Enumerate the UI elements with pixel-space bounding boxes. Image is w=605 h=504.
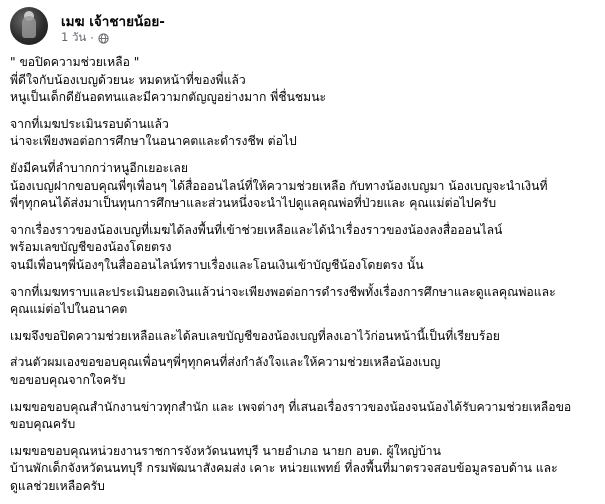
- post-body: [10, 54, 598, 504]
- post-text-line: ส่วนตัวผมเองขอขอบคุณเพื่อนๆพี่ๆทุกคนที่ส่งกำลังใจและให้ความช่วยเหลือน้องเบญ: [10, 355, 441, 370]
- post-paragraph: [10, 354, 598, 389]
- post-text-line: จนมีเพื่อนๆพี่น้องๆในสื่อออนไลน์ทราบเรื่องและโอนเงินเข้าบัญชีน้องโดยตรง นั้น: [10, 257, 424, 272]
- post-paragraph: [10, 284, 598, 319]
- post-text-line: พี่ดีใจกับน้องเบญด้วยนะ หมดหน้าที่ของพี่แล้ว: [10, 72, 246, 87]
- post-paragraph: [10, 399, 598, 434]
- post-text-line: น้องเบญฝากขอบคุณพี่ๆเพื่อนๆ ได้สื่อออนไลน์ที่ให้ความช่วยเหลือ กับทางน้องเบญมา น้องเบญจะนำเงินที่: [10, 178, 548, 193]
- post-text-line: ยังมีคนที่ลำบากกว่าหนูอีกเยอะเลย: [10, 160, 188, 175]
- author-name[interactable]: เมฆ เจ้าชายน้อย-: [61, 14, 165, 30]
- post-paragraph: [10, 160, 598, 213]
- post-text-line: ขอบคุณครับ: [10, 417, 76, 432]
- post-text-line: พร้อมเลขบัญชีของน้องโดยตรง: [10, 240, 172, 255]
- post-text-line: บ้านพักเด็กจังหวัดนนทบุรี กรมพัฒนาสังคมส่ง เคาะ หน่วยแพทย์ ที่ลงพื้นที่มาตรวจสอบข้อมูลรอบด้าน และ: [10, 461, 558, 476]
- post-text-line: ขอขอบคุณจากใจครับ: [10, 372, 126, 387]
- post-text-line: จากที่เมฆทราบและประเมินยอดเงินแล้วน่าจะเพียงพอต่อการดำรงชีพทั้งเรื่องการศึกษาและดูแลคุณพ่อและ: [10, 284, 556, 299]
- meta-separator: ·: [90, 31, 94, 45]
- post-text-line: น่าจะเพียงพอต่อการศึกษาในอนาคตและดำรงชีพ ต่อไป: [10, 134, 297, 149]
- post-meta: [61, 29, 109, 47]
- post-text-line: จากที่เมฆประเมินรอบด้านแล้ว: [10, 116, 169, 131]
- post-text-line: พี่ๆทุกคนได้ส่งมาเป็นทุนการศึกษาและส่วนหนึ่งจะนำไปดูแลคุณพ่อที่ป่วยและ คุณแม่ต่อไปครับ: [10, 196, 497, 211]
- post-paragraph: [10, 443, 598, 496]
- post-text-line: คุณแม่ต่อไปในอนาคต: [10, 302, 128, 317]
- post-paragraph: [10, 116, 598, 151]
- post-text-line: จากเรื่องราวของน้องเบญที่เมฆได้ลงพื้นที่เข้าช่วยเหลือและได้นำเรื่องราวของน้องลงสื่อออนไลน์: [10, 222, 503, 237]
- post-header: [10, 7, 595, 47]
- post-time[interactable]: 1 วัน: [61, 30, 87, 44]
- globe-icon[interactable]: [98, 33, 109, 44]
- post-text-line: " ขอปิดความช่วยเหลือ ": [10, 55, 140, 69]
- post-paragraph: [10, 222, 598, 275]
- post-text-line: เมฆขอขอบคุณหน่วยงานราชการจังหวัดนนทบุรี นายอำเภอ นายก อบต. ผู้ใหญ่บ้าน: [10, 443, 441, 458]
- post-text-line: เมฆขอขอบคุณสำนักงานข่าวทุกสำนัก และ เพจต่างๆ ที่เสนอเรื่องราวของน้องจนน้องได้รับความช่วยเหลือขอ: [10, 399, 572, 414]
- post-paragraph: [10, 328, 598, 346]
- post-text-line: หนูเป็นเด็กดียันอดทนและมีความกตัญญูอย่างมาก พี่ชื่นชมนะ: [10, 90, 327, 105]
- post-text-line: ดูแลช่วยเหลือครับ: [10, 478, 105, 493]
- post-paragraph: [10, 54, 598, 107]
- avatar[interactable]: [10, 7, 48, 45]
- post-text-line: เมฆจึงขอปิดความช่วยเหลือและได้ลบเลขบัญชีของน้องเบญที่ลงเอาไว้ก่อนหน้านี้เป็นที่เรียบร้อย: [10, 328, 500, 343]
